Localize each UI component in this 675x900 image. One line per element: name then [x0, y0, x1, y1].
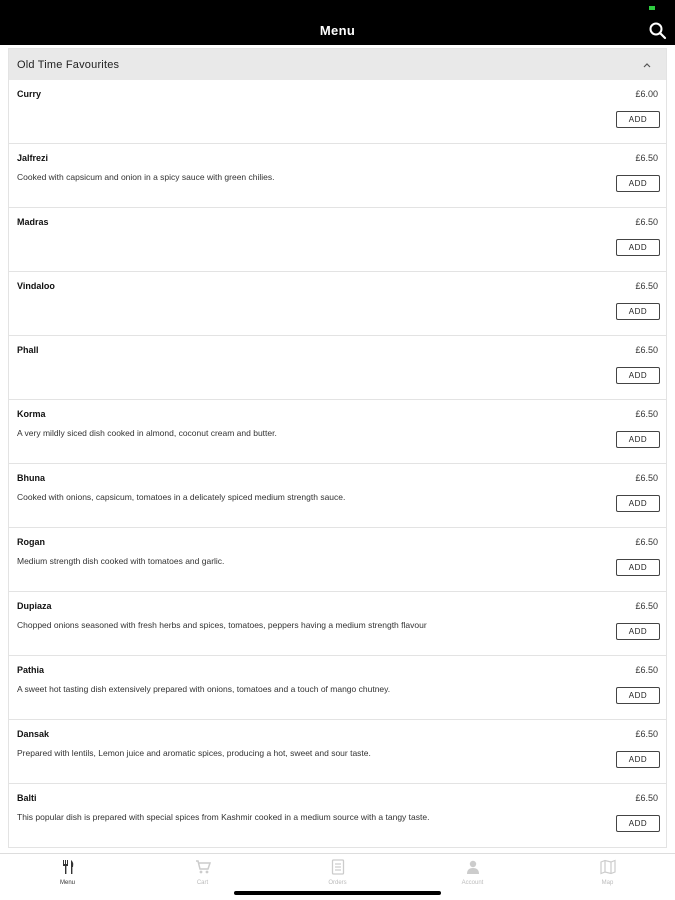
menu-content[interactable] [8, 48, 667, 848]
add-button[interactable]: ADD [616, 815, 660, 832]
menu-item[interactable] [9, 80, 666, 144]
item-price: £6.00 [635, 89, 658, 99]
item-name: Vindaloo [17, 281, 55, 291]
item-price: £6.50 [635, 153, 658, 163]
menu-item[interactable] [9, 656, 666, 720]
add-button[interactable]: ADD [616, 303, 660, 320]
item-name: Phall [17, 345, 39, 355]
item-price: £6.50 [635, 409, 658, 419]
menu-item[interactable] [9, 400, 666, 464]
section-title: Old Time Favourites [17, 59, 120, 71]
menu-item[interactable] [9, 464, 666, 528]
cutlery-icon [60, 859, 76, 875]
item-description: Chopped onions seasoned with fresh herbs and spices, tomatoes, peppers having a medium strength flavour [17, 620, 427, 630]
item-price: £6.50 [635, 345, 658, 355]
add-button[interactable]: ADD [616, 367, 660, 384]
account-icon [465, 859, 481, 875]
chevron-up-icon[interactable] [642, 61, 652, 69]
item-name: Jalfrezi [17, 153, 49, 163]
tab-label: Orders [328, 880, 347, 886]
orders-icon [330, 859, 346, 875]
cart-icon [195, 859, 211, 875]
item-price: £6.50 [635, 729, 658, 739]
search-icon[interactable] [648, 21, 668, 41]
menu-item[interactable] [9, 272, 666, 336]
add-button[interactable]: ADD [616, 175, 660, 192]
menu-item[interactable] [9, 336, 666, 400]
add-button[interactable]: ADD [616, 687, 660, 704]
tab-label: Map [601, 880, 614, 886]
tab-cart[interactable] [135, 859, 270, 886]
tab-account[interactable] [405, 859, 540, 886]
item-name: Dupiaza [17, 601, 52, 611]
add-button[interactable]: ADD [616, 623, 660, 640]
item-price: £6.50 [635, 537, 658, 547]
item-name: Madras [17, 217, 49, 227]
item-description: A sweet hot tasting dish extensively prepared with onions, tomatoes and a touch of mango chutney. [17, 684, 391, 694]
item-description: A very mildly siced dish cooked in almond, coconut cream and butter. [17, 428, 277, 438]
add-button[interactable]: ADD [616, 559, 660, 576]
menu-item[interactable] [9, 144, 666, 208]
item-price: £6.50 [635, 217, 658, 227]
item-price: £6.50 [635, 473, 658, 483]
section-header[interactable] [9, 49, 666, 80]
item-price: £6.50 [635, 281, 658, 291]
tab-label: Cart [196, 880, 209, 886]
menu-item[interactable] [9, 208, 666, 272]
item-name: Korma [17, 409, 46, 419]
menu-item[interactable] [9, 592, 666, 656]
map-icon [600, 859, 616, 875]
item-name: Curry [17, 89, 42, 99]
tab-label: Account [461, 880, 484, 886]
menu-item[interactable] [9, 528, 666, 592]
item-name: Dansak [17, 729, 50, 739]
add-button[interactable]: ADD [616, 239, 660, 256]
item-description: Prepared with lentils, Lemon juice and aromatic spices, producing a hot, sweet and sour taste. [17, 748, 371, 758]
item-description: Medium strength dish cooked with tomatoes and garlic. [17, 556, 225, 566]
add-button[interactable]: ADD [616, 751, 660, 768]
item-name: Balti [17, 793, 37, 803]
item-name: Bhuna [17, 473, 45, 483]
item-description: Cooked with capsicum and onion in a spicy sauce with green chilies. [17, 172, 275, 182]
item-name: Pathia [17, 665, 45, 675]
item-name: Rogan [17, 537, 45, 547]
add-button[interactable]: ADD [616, 111, 660, 128]
add-button[interactable]: ADD [616, 431, 660, 448]
page-title: Menu [319, 23, 356, 38]
menu-item[interactable] [9, 784, 666, 848]
item-price: £6.50 [635, 793, 658, 803]
battery-icon [649, 6, 655, 10]
menu-item[interactable] [9, 720, 666, 784]
tab-menu[interactable] [0, 859, 135, 886]
item-price: £6.50 [635, 665, 658, 675]
top-bar [0, 0, 675, 45]
item-price: £6.50 [635, 601, 658, 611]
item-description: Cooked with onions, capsicum, tomatoes in a delicately spiced medium strength sauce. [17, 492, 346, 502]
tab-map[interactable] [540, 859, 675, 886]
tab-orders[interactable] [270, 859, 405, 886]
home-indicator [234, 891, 441, 895]
add-button[interactable]: ADD [616, 495, 660, 512]
tab-label: Menu [59, 880, 75, 886]
item-description: This popular dish is prepared with special spices from Kashmir cooked in a medium source with a tangy taste. [17, 812, 430, 822]
